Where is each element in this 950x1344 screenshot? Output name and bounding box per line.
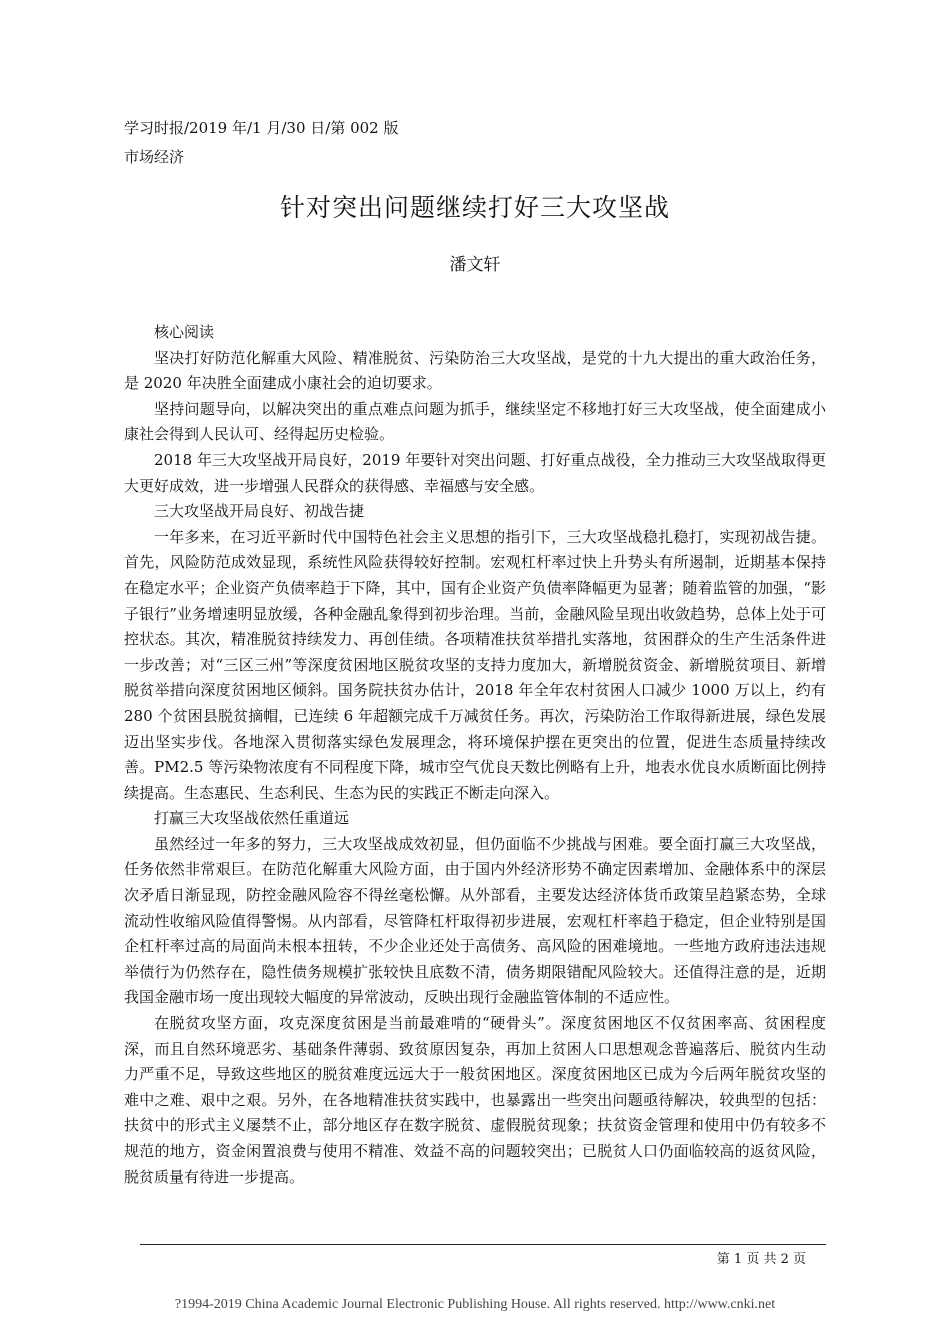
article-body: [124, 320, 826, 1190]
page-indicator: 第 1 页 共 2 页: [716, 1252, 806, 1267]
paragraph: 坚决打好防范化解重大风险、精准脱贫、污染防治三大攻坚战，是党的十九大提出的重大政治任务，是 2020 年决胜全面建成小康社会的迫切要求。: [124, 348, 826, 393]
section-name: 市场经济: [124, 148, 185, 166]
article-author: 潘文轩: [449, 255, 501, 275]
paragraph: 打赢三大攻坚战依然任重道远: [154, 809, 350, 828]
paragraph: 2018 年三大攻坚战开局良好，2019 年要针对突出问题、打好重点战役，全力推动三大攻坚战取得更大更好成效，进一步增强人民群众的获得感、幸福感与安全感。: [124, 450, 826, 495]
source-info: [124, 114, 399, 172]
paragraph: 虽然经过一年多的努力，三大攻坚战成效初显，但仍面临不少挑战与困难。要全面打赢三大攻坚战，任务依然非常艰巨。在防范化解重大风险方面，由于国内外经济形势不确定因素增加、金融体系中的深层次矛盾日渐显现，防控金融风险容不得丝毫松懈。从外部看，主要发达经济体货币政策呈趋紧态势，全球流动性收缩风险值得警惕。从内部看，尽管降杠杆取得初步进展，宏观杠杆率趋于稳定，但企业特别是国企杠杆率过高的局面尚未根本扭转，不少企业还处于高债务、高风险的困难境地。一些地方政府违法违规举债行为仍然存在，隐性债务规模扩张较快且底数不清，债务期限错配风险较大。还值得注意的是，近期我国金融市场一度出现较大幅度的异常波动，反映出现行金融监管体制的不适应性。: [124, 834, 826, 1007]
paragraph: 坚持问题导向，以解决突出的重点难点问题为抓手，继续坚定不移地打好三大攻坚战，使全面建成小康社会得到人民认可、经得起历史检验。: [124, 399, 826, 444]
footer-divider: [140, 1244, 826, 1245]
paragraph: 一年多来，在习近平新时代中国特色社会主义思想的指引下，三大攻坚战稳扎稳打，实现初战告捷。首先，风险防范成效显现，系统性风险获得较好控制。宏观杠杆率过快上升势头有所遏制，近期基本保持在稳定水平；企业资产负债率趋于下降，其中，国有企业资产负债率降幅更为显著；随着监管的加强，“影子银行”业务增速明显放缓，各种金融乱象得到初步治理。当前，金融风险呈现出收敛趋势，总体上处于可控状态。其次，精准脱贫持续发力、再创佳绩。各项精准扶贫举措扎实落地，贫困群众的生产生活条件进一步改善；对“三区三州”等深度贫困地区脱贫攻坚的支持力度加大，新增脱贫资金、新增脱贫项目、新增脱贫举措向深度贫困地区倾斜。国务院扶贫办估计，2018 年全年农村贫困人口减少 1000 万以上，约有 280 个贫困县脱贫摘帽，已连续 6 年超额完成千万减贫任务。再次，污染防治工作取得新进展，绿色发展迈出坚实步伐。各地深入贯彻落实绿色发展理念，将环境保护摆在更突出的位置，促进生态质量持续改善。PM2.5 等污染物浓度有不同程度下降，城市空气优良天数比例略有上升，地表水优良水质断面比例持续提高。生态惠民、生态利民、生态为民的实践正不断走向深入。: [124, 527, 826, 802]
paragraph: 三大攻坚战开局良好、初战告捷: [154, 502, 365, 521]
copyright-notice: ?1994-2019 China Academic Journal Electronic Publishing House. All rights reserved. http://www.cnki.net: [174, 1297, 776, 1312]
paragraph: 核心阅读: [154, 323, 215, 341]
article-title: 针对突出问题继续打好三大攻坚战: [279, 193, 670, 222]
paragraph: 在脱贫攻坚方面，攻克深度贫困是当前最难啃的“硬骨头”。深度贫困地区不仅贫困率高、贫困程度深，而且自然环境恶劣、基础条件薄弱、致贫原因复杂，再加上贫困人口思想观念普遍落后、脱贫内生动力严重不足，导致这些地区的脱贫难度远远大于一般贫困地区。深度贫困地区已成为今后两年脱贫攻坚的难中之难、艰中之艰。另外，在各地精准扶贫实践中，也暴露出一些突出问题亟待解决，较典型的包括：扶贫中的形式主义屡禁不止，部分地区存在数字脱贫、虚假脱贫现象；扶贫资金管理和使用中仍有较多不规范的地方，资金闲置浪费与使用不精准、效益不高的问题较突出；已脱贫人口仍面临较高的返贫风险，脱贫质量有待进一步提高。: [124, 1014, 826, 1186]
source-line: 学习时报/2019 年/1 月/30 日/第 002 版: [124, 119, 399, 137]
